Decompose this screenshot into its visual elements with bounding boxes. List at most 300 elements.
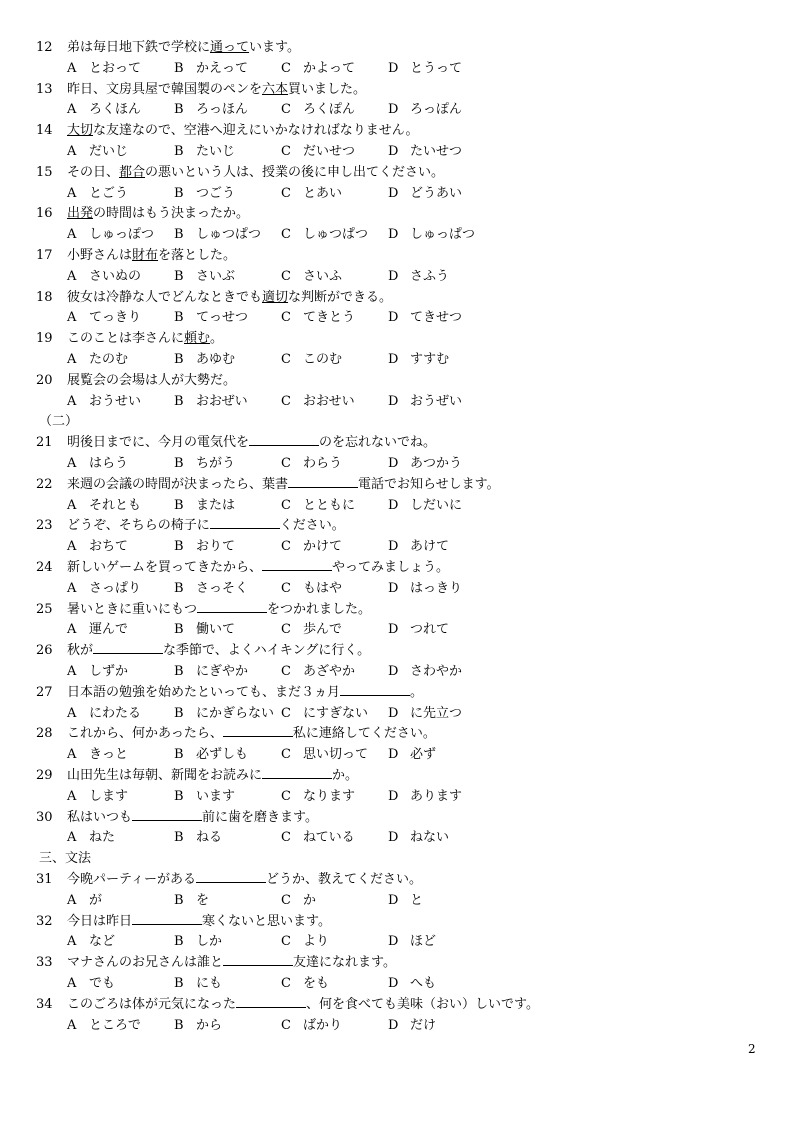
option-letter: D	[388, 934, 399, 950]
question-row	[0, 246, 794, 267]
question-number: 25	[36, 601, 53, 617]
question-row	[0, 683, 794, 704]
options-row	[0, 350, 794, 371]
question-text-segment: 。	[410, 684, 424, 700]
answer-blank[interactable]	[262, 768, 332, 779]
answer-option[interactable]	[174, 350, 235, 371]
answer-option[interactable]	[67, 704, 141, 725]
underlined-word: 財布	[132, 248, 159, 263]
option-text: おちて	[89, 539, 128, 555]
options-row	[0, 100, 794, 121]
option-letter: D	[388, 539, 399, 555]
answer-option[interactable]	[67, 745, 128, 766]
question-row	[0, 121, 794, 142]
option-letter: C	[281, 60, 291, 76]
question-text	[67, 433, 436, 454]
option-text: ろくほん	[89, 102, 142, 118]
options-row	[0, 225, 794, 246]
question-number: 17	[36, 248, 53, 263]
question-number: 24	[36, 560, 53, 575]
option-letter: C	[281, 393, 291, 409]
answer-option[interactable]	[67, 537, 128, 558]
option-letter: D	[388, 144, 399, 159]
options-row	[0, 974, 794, 995]
answer-option[interactable]	[388, 932, 436, 953]
answer-option[interactable]	[67, 579, 141, 600]
option-letter: A	[67, 705, 77, 721]
section-heading: 三、文法	[39, 851, 92, 867]
option-letter: B	[174, 705, 184, 721]
option-letter: A	[67, 830, 77, 846]
option-text: とあい	[303, 185, 343, 201]
option-letter: B	[174, 788, 184, 804]
answer-option[interactable]	[281, 662, 355, 683]
option-letter: B	[174, 144, 184, 159]
answer-option[interactable]	[281, 704, 368, 725]
question-text	[67, 683, 423, 704]
options-row	[0, 184, 794, 205]
answer-option[interactable]	[174, 579, 248, 600]
question-text-segment: な季節で、よくハイキングに行く。	[163, 643, 371, 659]
option-letter: B	[174, 976, 184, 991]
option-letter: A	[67, 892, 77, 908]
answer-blank[interactable]	[223, 726, 293, 737]
option-text: 歩んで	[303, 622, 343, 638]
answer-option[interactable]	[281, 392, 355, 413]
option-letter: B	[174, 664, 184, 679]
options-row	[0, 620, 794, 641]
question-text-segment: 秋が	[67, 643, 94, 659]
option-text: にかぎらない	[196, 705, 275, 721]
answer-option[interactable]	[281, 620, 342, 641]
option-letter: D	[388, 788, 399, 804]
option-text: にすぎない	[303, 705, 369, 721]
question-text-segment: 買いました。	[288, 81, 367, 97]
question-row	[0, 163, 794, 184]
options-row	[0, 392, 794, 413]
question-text-segment: 寒くないと思います。	[202, 913, 331, 929]
question-number: 23	[36, 518, 53, 534]
options-row	[0, 704, 794, 725]
answer-blank[interactable]	[210, 518, 280, 529]
question-row	[0, 724, 794, 745]
option-letter: A	[67, 1017, 77, 1033]
answer-option[interactable]	[174, 267, 235, 288]
answer-option[interactable]	[174, 308, 248, 329]
answer-option[interactable]	[174, 828, 222, 849]
answer-option[interactable]	[388, 1016, 436, 1037]
answer-option[interactable]	[174, 392, 248, 413]
answer-option[interactable]	[388, 59, 462, 80]
option-text: あゆむ	[196, 352, 236, 367]
option-text: このむ	[303, 352, 343, 367]
question-text-segment: 来週の会議の時間が決まったら、葉書	[67, 476, 289, 492]
option-letter: C	[281, 705, 291, 721]
answer-option[interactable]	[67, 496, 141, 517]
answer-option[interactable]	[174, 184, 235, 205]
question-row	[0, 641, 794, 662]
option-letter: C	[281, 268, 291, 284]
underlined-word: 通って	[210, 40, 250, 55]
option-text: 必ず	[410, 747, 437, 763]
option-letter: A	[67, 456, 77, 471]
question-text	[67, 641, 370, 662]
option-text: つれて	[410, 622, 450, 638]
answer-option[interactable]	[174, 745, 248, 766]
question-text-segment: 私はいつも	[67, 809, 133, 825]
answer-option[interactable]	[67, 350, 128, 371]
option-letter: B	[174, 934, 184, 950]
answer-option[interactable]	[67, 59, 141, 80]
option-letter: A	[67, 227, 77, 243]
question-text-segment: か。	[332, 768, 359, 783]
question-number: 22	[36, 476, 53, 492]
option-text: をも	[303, 976, 330, 991]
answer-option[interactable]	[281, 308, 355, 329]
options-row	[0, 454, 794, 475]
question-text	[67, 288, 392, 309]
answer-option[interactable]	[174, 787, 235, 808]
option-text: または	[196, 497, 236, 513]
answer-option[interactable]	[388, 662, 462, 683]
question-number: 19	[36, 331, 53, 347]
answer-option[interactable]	[67, 267, 141, 288]
option-letter: C	[281, 788, 291, 804]
options-row	[0, 1016, 794, 1037]
option-text: とうって	[410, 60, 463, 76]
question-text-segment: 彼女は冷静な人でどんなときでも	[67, 289, 263, 305]
option-text: ほど	[410, 934, 437, 950]
option-letter: D	[388, 456, 399, 471]
answer-blank[interactable]	[249, 435, 319, 446]
answer-option[interactable]	[281, 142, 355, 163]
answer-blank[interactable]	[223, 955, 293, 966]
option-text: を	[196, 892, 210, 908]
option-letter: D	[388, 622, 399, 638]
question-number: 12	[36, 40, 53, 55]
answer-option[interactable]	[388, 828, 449, 849]
option-letter: C	[281, 185, 291, 201]
answer-option[interactable]	[388, 308, 462, 329]
answer-option[interactable]	[174, 454, 235, 475]
option-letter: A	[67, 664, 77, 679]
answer-option[interactable]	[281, 454, 342, 475]
answer-option[interactable]	[388, 100, 462, 121]
option-letter: D	[388, 352, 399, 367]
question-text-segment: これから、何かあったら、	[67, 726, 223, 742]
option-letter: C	[281, 352, 291, 367]
answer-option[interactable]	[67, 308, 141, 329]
answer-option[interactable]	[67, 787, 128, 808]
answer-blank[interactable]	[132, 810, 202, 821]
answer-option[interactable]	[174, 59, 248, 80]
option-letter: A	[67, 352, 77, 367]
answer-blank[interactable]	[196, 872, 266, 883]
answer-option[interactable]	[281, 225, 368, 246]
question-number: 32	[36, 913, 53, 929]
answer-option[interactable]	[281, 350, 342, 371]
option-text: だいじ	[89, 144, 129, 159]
answer-option[interactable]	[281, 184, 342, 205]
question-text-segment: 前に歯を磨きます。	[202, 809, 318, 825]
answer-option[interactable]	[174, 704, 274, 725]
answer-blank[interactable]	[132, 914, 202, 925]
answer-option[interactable]	[67, 891, 102, 912]
option-letter: D	[388, 185, 399, 201]
answer-blank[interactable]	[93, 643, 163, 654]
question-text	[67, 870, 422, 891]
answer-option[interactable]	[388, 142, 462, 163]
answer-blank[interactable]	[197, 602, 267, 613]
option-text: てっせつ	[196, 310, 249, 326]
answer-blank[interactable]	[288, 477, 358, 488]
answer-option[interactable]	[388, 745, 436, 766]
option-text: など	[89, 934, 116, 950]
question-number: 31	[36, 872, 53, 887]
answer-option[interactable]	[67, 454, 128, 475]
options-row	[0, 537, 794, 558]
question-text-segment: を落とした。	[158, 248, 237, 263]
answer-option[interactable]	[281, 267, 342, 288]
answer-option[interactable]	[388, 579, 462, 600]
option-text: ろっほん	[196, 102, 249, 118]
question-text-segment: やってみましょう。	[332, 560, 450, 575]
answer-option[interactable]	[388, 787, 462, 808]
option-text: さいぬの	[89, 268, 142, 284]
option-text: ねている	[303, 830, 355, 846]
answer-option[interactable]	[174, 1016, 222, 1037]
answer-option[interactable]	[174, 142, 235, 163]
option-letter: A	[67, 60, 77, 76]
question-text	[67, 121, 419, 142]
option-letter: D	[388, 60, 399, 76]
answer-option[interactable]	[174, 974, 222, 995]
answer-option[interactable]	[281, 537, 342, 558]
question-text	[67, 558, 449, 579]
answer-option[interactable]	[388, 454, 462, 475]
answer-option[interactable]	[67, 142, 128, 163]
answer-blank[interactable]	[236, 997, 306, 1008]
option-letter: C	[281, 1017, 291, 1033]
option-letter: C	[281, 456, 291, 471]
question-text-segment: 私に連絡してください。	[292, 726, 436, 742]
option-text: おおぜい	[196, 393, 248, 409]
option-letter: A	[67, 788, 77, 804]
question-text	[67, 371, 236, 392]
question-text	[67, 516, 345, 537]
option-letter: C	[281, 497, 291, 513]
options-row	[0, 496, 794, 517]
option-letter: C	[281, 539, 291, 555]
answer-option[interactable]	[281, 787, 355, 808]
option-text: あります	[410, 788, 463, 804]
answer-option[interactable]	[281, 745, 368, 766]
answer-option[interactable]	[388, 891, 423, 912]
question-text	[67, 475, 500, 496]
question-text-segment: 日本語の勉強を始めたといっても、まだ３ヵ月	[67, 684, 341, 700]
option-text: すすむ	[410, 352, 450, 367]
option-letter: B	[174, 1017, 184, 1033]
answer-option[interactable]	[388, 704, 462, 725]
option-text: ねた	[89, 830, 116, 846]
option-letter: D	[388, 393, 399, 409]
answer-option[interactable]	[174, 620, 235, 641]
answer-option[interactable]	[281, 891, 316, 912]
question-number: 15	[36, 164, 53, 180]
answer-option[interactable]	[388, 350, 449, 371]
answer-option[interactable]	[281, 828, 355, 849]
question-number: 28	[36, 726, 53, 742]
option-text: さふう	[410, 268, 450, 284]
answer-option[interactable]	[67, 828, 115, 849]
question-number: 33	[36, 955, 53, 971]
options-row	[0, 828, 794, 849]
option-letter: A	[67, 144, 77, 159]
answer-option[interactable]	[67, 225, 154, 246]
option-text: が	[89, 892, 103, 908]
answer-option[interactable]	[281, 932, 329, 953]
option-letter: A	[67, 268, 77, 284]
options-row	[0, 932, 794, 953]
option-text: と	[410, 892, 424, 908]
question-text-segment: をつかれました。	[267, 601, 372, 617]
question-row	[0, 38, 794, 59]
answer-blank[interactable]	[262, 560, 332, 571]
answer-option[interactable]	[174, 537, 235, 558]
answer-option[interactable]	[67, 1016, 141, 1037]
answer-option[interactable]	[388, 225, 475, 246]
answer-option[interactable]	[67, 392, 141, 413]
answer-option[interactable]	[388, 974, 436, 995]
answer-option[interactable]	[281, 59, 355, 80]
question-row	[0, 808, 794, 829]
question-text-segment: 明後日までに、今月の電気代を	[67, 435, 250, 451]
option-text: しずか	[89, 664, 129, 679]
option-letter: B	[174, 185, 184, 201]
options-row	[0, 787, 794, 808]
option-letter: D	[388, 664, 399, 679]
answer-option[interactable]	[67, 662, 128, 683]
question-row	[0, 516, 794, 537]
answer-option[interactable]	[281, 1016, 342, 1037]
answer-option[interactable]	[388, 184, 462, 205]
answer-option[interactable]	[67, 620, 128, 641]
answer-option[interactable]	[67, 974, 115, 995]
option-text: さっそく	[196, 580, 249, 596]
question-number: 27	[36, 684, 53, 700]
option-letter: C	[281, 892, 291, 908]
question-row	[0, 288, 794, 309]
question-number: 26	[36, 643, 53, 659]
option-text: どうあい	[410, 185, 463, 201]
question-text	[67, 246, 236, 267]
option-letter: D	[388, 310, 399, 326]
answer-option[interactable]	[388, 620, 449, 641]
option-letter: B	[174, 268, 184, 284]
question-text-segment: このごろは体が元気になった	[67, 996, 237, 1012]
options-row	[0, 579, 794, 600]
answer-option[interactable]	[174, 891, 209, 912]
option-letter: D	[388, 830, 399, 846]
option-letter: B	[174, 227, 184, 243]
option-text: ばかり	[303, 1017, 343, 1033]
answer-option[interactable]	[388, 496, 462, 517]
option-text: ろっぽん	[410, 102, 463, 118]
answer-option[interactable]	[388, 267, 449, 288]
underlined-word: 大切	[67, 123, 94, 139]
answer-option[interactable]	[174, 100, 248, 121]
answer-option[interactable]	[281, 974, 329, 995]
option-text: あつかう	[410, 456, 463, 471]
option-text: 働いて	[196, 622, 236, 638]
option-text: します	[89, 788, 129, 804]
option-text: しゅっぱつ	[410, 227, 476, 243]
option-text: だけ	[410, 1017, 437, 1033]
option-letter: D	[388, 892, 399, 908]
question-text-segment: どうぞ、そちらの椅子に	[67, 518, 210, 534]
option-text: に先立つ	[410, 705, 463, 721]
question-text-segment: 山田先生は毎朝、新聞をお読みに	[67, 768, 263, 783]
option-letter: C	[281, 580, 291, 596]
question-row	[0, 600, 794, 621]
option-text: か	[303, 892, 317, 908]
answer-option[interactable]	[281, 100, 355, 121]
question-row	[0, 80, 794, 101]
option-text: わらう	[303, 456, 343, 471]
answer-option[interactable]	[388, 392, 462, 413]
option-letter: D	[388, 747, 399, 763]
answer-option[interactable]	[174, 225, 261, 246]
option-text: さわやか	[410, 664, 463, 679]
option-letter: B	[174, 102, 184, 118]
option-letter: A	[67, 934, 77, 950]
option-letter: B	[174, 310, 184, 326]
option-text: たいじ	[196, 144, 236, 159]
answer-option[interactable]	[174, 932, 222, 953]
question-text-segment: その日、	[67, 164, 120, 180]
answer-option[interactable]	[281, 579, 342, 600]
option-text: ろくぽん	[303, 102, 356, 118]
question-text-segment: のを忘れないでね。	[319, 435, 437, 451]
option-letter: B	[174, 747, 184, 763]
answer-option[interactable]	[281, 496, 355, 517]
question-text-segment: います。	[249, 40, 300, 55]
answer-blank[interactable]	[340, 685, 410, 696]
underlined-word: 都合	[119, 164, 146, 180]
option-letter: D	[388, 976, 399, 991]
answer-option[interactable]	[67, 184, 128, 205]
answer-option[interactable]	[67, 932, 115, 953]
option-text: しゅつぱつ	[196, 227, 262, 243]
option-letter: A	[67, 580, 77, 596]
question-row	[0, 766, 794, 787]
question-text-segment: の時間はもう決まったか。	[93, 206, 250, 222]
option-text: おうぜい	[410, 393, 463, 409]
answer-option[interactable]	[174, 496, 235, 517]
option-letter: C	[281, 830, 291, 846]
question-number: 14	[36, 123, 53, 139]
option-letter: B	[174, 352, 184, 367]
answer-option[interactable]	[174, 662, 248, 683]
option-text: てきとう	[303, 310, 356, 326]
question-number: 20	[36, 372, 53, 388]
option-letter: A	[67, 539, 77, 555]
answer-option[interactable]	[67, 100, 141, 121]
answer-option[interactable]	[388, 537, 449, 558]
option-letter: A	[67, 185, 77, 201]
question-text-segment: 今日は昨日	[67, 913, 133, 929]
question-text-segment: 昨日、文房具屋で韓国製のペンを	[67, 81, 263, 97]
